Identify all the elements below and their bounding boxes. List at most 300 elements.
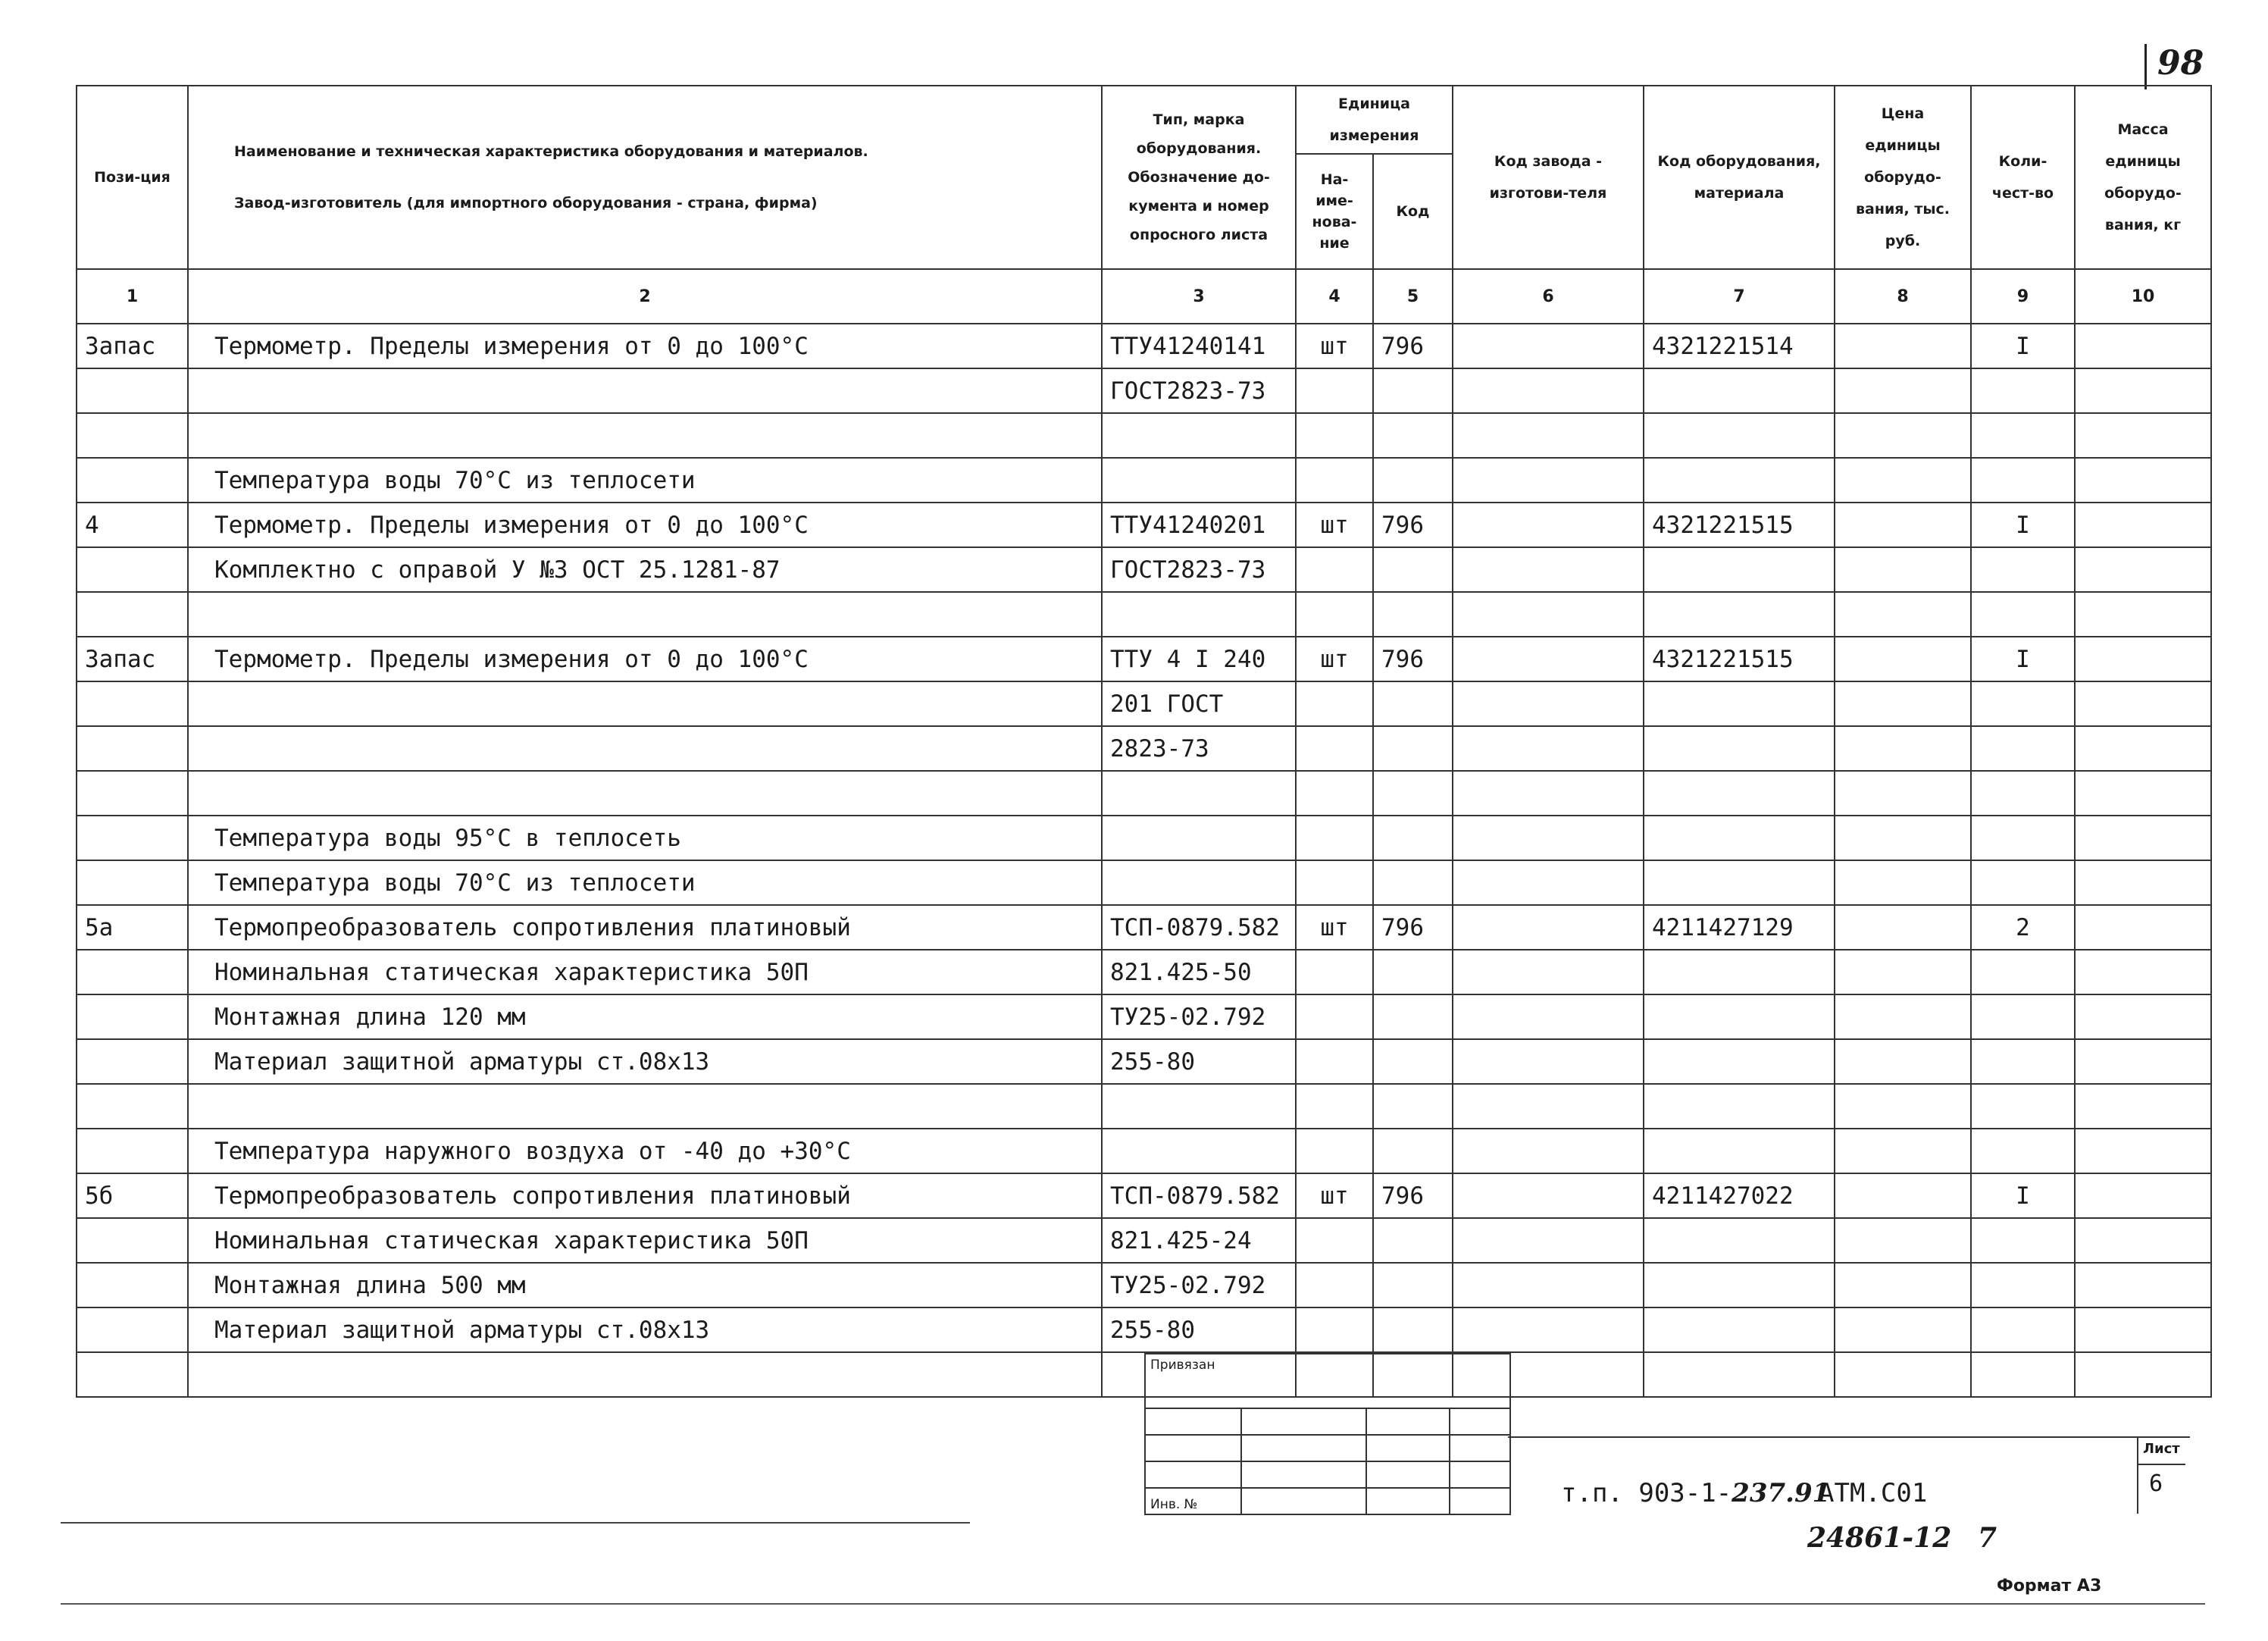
cell-mass — [2075, 1307, 2211, 1352]
cell-price — [1835, 1307, 1971, 1352]
table-row — [77, 1307, 2211, 1352]
cell-position — [77, 1307, 188, 1352]
cell-unit-code — [1373, 771, 1453, 816]
cell-factory-code — [1453, 324, 1644, 368]
cell-mass — [2075, 1263, 2211, 1307]
cell-unit-code — [1373, 1263, 1453, 1307]
cell-quantity — [1971, 1039, 2075, 1084]
table-row — [77, 994, 2211, 1039]
cell-unit-code — [1373, 726, 1453, 771]
cell-name: Материал защитной арматуры ст.08х13 — [188, 1039, 1102, 1084]
cell-unit-code — [1373, 994, 1453, 1039]
cell-position: 5б — [77, 1173, 188, 1218]
cell-price — [1835, 726, 1971, 771]
table-row — [77, 368, 2211, 413]
cell-mass — [2075, 368, 2211, 413]
cell-quantity — [1971, 950, 2075, 994]
cell-equipment-code — [1644, 994, 1835, 1039]
cell-type — [1102, 860, 1296, 905]
cell-unit-code: 796 — [1373, 1173, 1453, 1218]
cell-position — [77, 1218, 188, 1263]
cell-quantity — [1971, 592, 2075, 637]
cell-unit — [1296, 860, 1373, 905]
column-number: 10 — [2075, 269, 2211, 324]
archive-number: 24861-12 — [1807, 1522, 1952, 1554]
cell-unit-code: 796 — [1373, 905, 1453, 950]
cell-price — [1835, 1352, 1971, 1397]
cell-unit-code — [1373, 1084, 1453, 1129]
cell-equipment-code — [1644, 1352, 1835, 1397]
cell-quantity: I — [1971, 1173, 2075, 1218]
cell-factory-code — [1453, 592, 1644, 637]
cell-position — [77, 1263, 188, 1307]
cell-type — [1102, 592, 1296, 637]
table-row — [77, 816, 2211, 860]
table-row — [77, 1039, 2211, 1084]
cell-factory-code — [1453, 1218, 1644, 1263]
cell-price — [1835, 1263, 1971, 1307]
cell-price — [1835, 368, 1971, 413]
frame-bottom-line — [61, 1522, 970, 1524]
cell-name: Термометр. Пределы измерения от 0 до 100°С — [188, 637, 1102, 681]
document-id — [1561, 1478, 1830, 1508]
table-row — [77, 503, 2211, 547]
cell-name: Номинальная статическая характеристика 50П — [188, 1218, 1102, 1263]
cell-name: Термопреобразователь сопротивления платиновый — [188, 1173, 1102, 1218]
document-prefix: т.п. 903-1- — [1561, 1478, 1732, 1508]
cell-factory-code — [1453, 1084, 1644, 1129]
cell-equipment-code — [1644, 413, 1835, 458]
cell-equipment-code — [1644, 547, 1835, 592]
cell-equipment-code: 4321221515 — [1644, 503, 1835, 547]
binding-stamp — [1144, 1353, 1511, 1515]
cell-unit-code — [1373, 816, 1453, 860]
cell-equipment-code — [1644, 681, 1835, 726]
cell-position — [77, 592, 188, 637]
cell-factory-code — [1453, 771, 1644, 816]
cell-name: Температура наружного воздуха от -40 до +30°С — [188, 1129, 1102, 1173]
header-name-line2: Завод-изготовитель (для импортного оборудования - страна, фирма) — [234, 195, 818, 211]
cell-price — [1835, 413, 1971, 458]
cell-factory-code — [1453, 726, 1644, 771]
cell-name — [188, 1084, 1102, 1129]
stamp-label: Привязан — [1150, 1358, 1215, 1373]
cell-quantity: I — [1971, 503, 2075, 547]
cell-quantity — [1971, 771, 2075, 816]
cell-position: Запас — [77, 324, 188, 368]
cell-type — [1102, 816, 1296, 860]
table-row — [77, 1218, 2211, 1263]
cell-price — [1835, 637, 1971, 681]
cell-factory-code — [1453, 368, 1644, 413]
cell-mass — [2075, 1039, 2211, 1084]
archive-page: 7 — [1978, 1522, 1997, 1554]
cell-name: Термометр. Пределы измерения от 0 до 100°С — [188, 503, 1102, 547]
cell-position — [77, 816, 188, 860]
cell-factory-code — [1453, 994, 1644, 1039]
cell-quantity: I — [1971, 324, 2075, 368]
table-row — [77, 905, 2211, 950]
cell-mass — [2075, 1129, 2211, 1173]
cell-factory-code — [1453, 1039, 1644, 1084]
cell-unit — [1296, 1039, 1373, 1084]
cell-unit-code — [1373, 950, 1453, 994]
cell-equipment-code — [1644, 1263, 1835, 1307]
cell-unit — [1296, 547, 1373, 592]
cell-name: Монтажная длина 120 мм — [188, 994, 1102, 1039]
cell-factory-code — [1453, 547, 1644, 592]
stamp-inventory: Инв. № — [1150, 1497, 1198, 1512]
cell-type: 201 ГОСТ — [1102, 681, 1296, 726]
cell-price — [1835, 1218, 1971, 1263]
cell-quantity — [1971, 547, 2075, 592]
cell-mass — [2075, 994, 2211, 1039]
table-row — [77, 681, 2211, 726]
cell-name — [188, 1352, 1102, 1397]
cell-factory-code — [1453, 816, 1644, 860]
cell-unit — [1296, 726, 1373, 771]
table-row — [77, 726, 2211, 771]
cell-mass — [2075, 547, 2211, 592]
document-code: АТМ.С01 — [1819, 1478, 1928, 1508]
cell-equipment-code: 4321221515 — [1644, 637, 1835, 681]
cell-unit-code — [1373, 458, 1453, 503]
cell-unit-code — [1373, 547, 1453, 592]
cell-position: Запас — [77, 637, 188, 681]
list-number: 6 — [2149, 1470, 2163, 1497]
cell-mass — [2075, 1352, 2211, 1397]
cell-position — [77, 1039, 188, 1084]
cell-quantity — [1971, 1129, 2075, 1173]
header-quantity: Коли-чест-во — [1971, 86, 2075, 269]
cell-name: Температура воды 95°С в теплосеть — [188, 816, 1102, 860]
cell-price — [1835, 950, 1971, 994]
cell-position — [77, 726, 188, 771]
cell-unit: шт — [1296, 637, 1373, 681]
cell-unit-code — [1373, 1129, 1453, 1173]
sheet-number: 98 — [2144, 44, 2226, 89]
header-unit: Единица измерения — [1296, 86, 1453, 154]
cell-unit-code — [1373, 1218, 1453, 1263]
table-row — [77, 950, 2211, 994]
cell-factory-code — [1453, 637, 1644, 681]
cell-unit — [1296, 413, 1373, 458]
cell-quantity — [1971, 1218, 2075, 1263]
cell-position — [77, 1352, 188, 1397]
cell-mass — [2075, 413, 2211, 458]
cell-unit-code: 796 — [1373, 324, 1453, 368]
cell-type: ТТУ41240201 — [1102, 503, 1296, 547]
cell-equipment-code — [1644, 816, 1835, 860]
cell-unit-code: 796 — [1373, 637, 1453, 681]
cell-mass — [2075, 950, 2211, 994]
cell-type: 2823-73 — [1102, 726, 1296, 771]
cell-position — [77, 994, 188, 1039]
cell-equipment-code — [1644, 771, 1835, 816]
cell-unit-code — [1373, 860, 1453, 905]
cell-name: Материал защитной арматуры ст.08х13 — [188, 1307, 1102, 1352]
table-row — [77, 324, 2211, 368]
cell-equipment-code: 4321221514 — [1644, 324, 1835, 368]
cell-name: Термометр. Пределы измерения от 0 до 100°С — [188, 324, 1102, 368]
cell-type — [1102, 1084, 1296, 1129]
header-price: Цена единицы оборудо-вания, тыс. руб. — [1835, 86, 1971, 269]
table-row — [77, 592, 2211, 637]
table-row — [77, 1129, 2211, 1173]
cell-equipment-code — [1644, 1129, 1835, 1173]
list-box — [2137, 1436, 2185, 1514]
cell-type — [1102, 413, 1296, 458]
cell-unit-code — [1373, 368, 1453, 413]
cell-factory-code — [1453, 1129, 1644, 1173]
cell-price — [1835, 1129, 1971, 1173]
table-row — [77, 413, 2211, 458]
cell-position — [77, 681, 188, 726]
table-row — [77, 1173, 2211, 1218]
table-row — [77, 637, 2211, 681]
cell-name: Температура воды 70°С из теплосети — [188, 458, 1102, 503]
table-row — [77, 771, 2211, 816]
cell-type: ГОСТ2823-73 — [1102, 368, 1296, 413]
cell-unit-code — [1373, 592, 1453, 637]
cell-equipment-code — [1644, 458, 1835, 503]
cell-quantity — [1971, 816, 2075, 860]
cell-factory-code — [1453, 1263, 1644, 1307]
cell-name — [188, 771, 1102, 816]
cell-equipment-code — [1644, 1218, 1835, 1263]
cell-unit-code — [1373, 1307, 1453, 1352]
column-number: 1 — [77, 269, 188, 324]
cell-name: Термопреобразователь сопротивления платиновый — [188, 905, 1102, 950]
cell-position — [77, 458, 188, 503]
column-number: 5 — [1373, 269, 1453, 324]
header-mass: Масса единицы оборудо-вания, кг — [2075, 86, 2211, 269]
cell-quantity — [1971, 413, 2075, 458]
cell-position — [77, 413, 188, 458]
cell-type: ТТУ41240141 — [1102, 324, 1296, 368]
cell-unit — [1296, 592, 1373, 637]
cell-name: Номинальная статическая характеристика 50П — [188, 950, 1102, 994]
cell-unit — [1296, 1129, 1373, 1173]
column-number: 2 — [188, 269, 1102, 324]
cell-factory-code — [1453, 1173, 1644, 1218]
cell-factory-code — [1453, 458, 1644, 503]
cell-mass — [2075, 1173, 2211, 1218]
specification-table — [76, 85, 2212, 1398]
cell-type: ТУ25-02.792 — [1102, 994, 1296, 1039]
cell-factory-code — [1453, 1307, 1644, 1352]
cell-position — [77, 1129, 188, 1173]
cell-type: ТУ25-02.792 — [1102, 1263, 1296, 1307]
cell-type — [1102, 458, 1296, 503]
cell-name: Монтажная длина 500 мм — [188, 1263, 1102, 1307]
cell-unit — [1296, 994, 1373, 1039]
header-unit-name: На-име-нова-ние — [1296, 154, 1373, 269]
header-name-line1: Наименование и техническая характеристика оборудования и материалов. — [234, 143, 868, 160]
cell-equipment-code — [1644, 592, 1835, 637]
cell-unit-code — [1373, 1039, 1453, 1084]
cell-name: Температура воды 70°С из теплосети — [188, 860, 1102, 905]
cell-factory-code — [1453, 860, 1644, 905]
cell-unit — [1296, 950, 1373, 994]
cell-unit — [1296, 1218, 1373, 1263]
cell-unit — [1296, 681, 1373, 726]
cell-name — [188, 726, 1102, 771]
cell-unit-code: 796 — [1373, 503, 1453, 547]
cell-type: 821.425-50 — [1102, 950, 1296, 994]
cell-quantity — [1971, 1084, 2075, 1129]
header-equipment-code: Код оборудования, материала — [1644, 86, 1835, 269]
cell-unit: шт — [1296, 905, 1373, 950]
table-row — [77, 1263, 2211, 1307]
header-name — [188, 86, 1102, 269]
cell-price — [1835, 905, 1971, 950]
cell-price — [1835, 1039, 1971, 1084]
cell-position — [77, 368, 188, 413]
cell-factory-code — [1453, 950, 1644, 994]
cell-equipment-code — [1644, 726, 1835, 771]
cell-type: ТТУ 4 I 240 — [1102, 637, 1296, 681]
cell-type: 821.425-24 — [1102, 1218, 1296, 1263]
cell-equipment-code — [1644, 1039, 1835, 1084]
cell-price — [1835, 994, 1971, 1039]
cell-mass — [2075, 726, 2211, 771]
cell-quantity — [1971, 726, 2075, 771]
cell-quantity: 2 — [1971, 905, 2075, 950]
cell-price — [1835, 816, 1971, 860]
table-row — [77, 860, 2211, 905]
cell-name — [188, 592, 1102, 637]
cell-factory-code — [1453, 681, 1644, 726]
cell-type: ГОСТ2823-73 — [1102, 547, 1296, 592]
cell-price — [1835, 547, 1971, 592]
cell-mass — [2075, 816, 2211, 860]
cell-price — [1835, 458, 1971, 503]
cell-mass — [2075, 637, 2211, 681]
cell-mass — [2075, 905, 2211, 950]
cell-mass — [2075, 458, 2211, 503]
cell-position — [77, 1084, 188, 1129]
list-label: Лист — [2143, 1441, 2180, 1457]
cell-type: 255-80 — [1102, 1039, 1296, 1084]
cell-type — [1102, 771, 1296, 816]
header-factory-code: Код завода - изготови-теля — [1453, 86, 1644, 269]
cell-unit — [1296, 368, 1373, 413]
cell-unit — [1296, 771, 1373, 816]
header-position: Пози-ция — [77, 86, 188, 269]
column-number: 3 — [1102, 269, 1296, 324]
cell-equipment-code — [1644, 1084, 1835, 1129]
cell-quantity — [1971, 860, 2075, 905]
cell-unit: шт — [1296, 324, 1373, 368]
cell-quantity — [1971, 1307, 2075, 1352]
cell-quantity: I — [1971, 637, 2075, 681]
cell-price — [1835, 1173, 1971, 1218]
table-row — [77, 458, 2211, 503]
column-number: 4 — [1296, 269, 1373, 324]
cell-unit: шт — [1296, 503, 1373, 547]
cell-position: 4 — [77, 503, 188, 547]
cell-equipment-code — [1644, 860, 1835, 905]
cell-equipment-code — [1644, 368, 1835, 413]
cell-equipment-code — [1644, 950, 1835, 994]
cell-type: 255-80 — [1102, 1307, 1296, 1352]
cell-equipment-code: 4211427129 — [1644, 905, 1835, 950]
cell-price — [1835, 771, 1971, 816]
cell-unit-code — [1373, 413, 1453, 458]
cell-equipment-code: 4211427022 — [1644, 1173, 1835, 1218]
table-row — [77, 1084, 2211, 1129]
cell-mass — [2075, 771, 2211, 816]
cell-mass — [2075, 1218, 2211, 1263]
cell-price — [1835, 592, 1971, 637]
cell-mass — [2075, 324, 2211, 368]
cell-factory-code — [1453, 413, 1644, 458]
cell-position — [77, 547, 188, 592]
cell-mass — [2075, 860, 2211, 905]
document-handwritten: 237.91 — [1732, 1478, 1831, 1508]
cell-quantity — [1971, 1352, 2075, 1397]
format-label: Формат А3 — [1997, 1577, 2102, 1596]
header-type: Тип, марка оборудования. Обозначение до-кумента и номер опросного листа — [1102, 86, 1296, 269]
cell-mass — [2075, 681, 2211, 726]
cell-type: ТСП-0879.582 — [1102, 905, 1296, 950]
cell-position: 5а — [77, 905, 188, 950]
cell-name — [188, 413, 1102, 458]
header-unit-code: Код — [1373, 154, 1453, 269]
cell-mass — [2075, 1084, 2211, 1129]
cell-type: ТСП-0879.582 — [1102, 1173, 1296, 1218]
title-block-line — [1508, 1436, 2190, 1438]
column-number: 9 — [1971, 269, 2075, 324]
column-number: 8 — [1835, 269, 1971, 324]
cell-price — [1835, 1084, 1971, 1129]
cell-quantity — [1971, 458, 2075, 503]
bottom-line — [61, 1603, 2205, 1605]
cell-factory-code — [1453, 503, 1644, 547]
cell-name: Комплектно с оправой У №3 ОСТ 25.1281-87 — [188, 547, 1102, 592]
cell-quantity — [1971, 681, 2075, 726]
cell-price — [1835, 503, 1971, 547]
cell-unit-code — [1373, 681, 1453, 726]
cell-unit — [1296, 458, 1373, 503]
cell-position — [77, 950, 188, 994]
column-number: 7 — [1644, 269, 1835, 324]
cell-mass — [2075, 592, 2211, 637]
cell-factory-code — [1453, 905, 1644, 950]
cell-quantity — [1971, 1263, 2075, 1307]
cell-position — [77, 771, 188, 816]
cell-price — [1835, 681, 1971, 726]
cell-type — [1102, 1129, 1296, 1173]
cell-name — [188, 681, 1102, 726]
cell-mass — [2075, 503, 2211, 547]
cell-unit — [1296, 1084, 1373, 1129]
cell-quantity — [1971, 368, 2075, 413]
cell-unit — [1296, 1307, 1373, 1352]
table-row — [77, 547, 2211, 592]
cell-equipment-code — [1644, 1307, 1835, 1352]
cell-unit — [1296, 1263, 1373, 1307]
cell-position — [77, 860, 188, 905]
cell-unit — [1296, 816, 1373, 860]
cell-unit: шт — [1296, 1173, 1373, 1218]
cell-quantity — [1971, 994, 2075, 1039]
cell-price — [1835, 860, 1971, 905]
column-number: 6 — [1453, 269, 1644, 324]
cell-price — [1835, 324, 1971, 368]
cell-name — [188, 368, 1102, 413]
